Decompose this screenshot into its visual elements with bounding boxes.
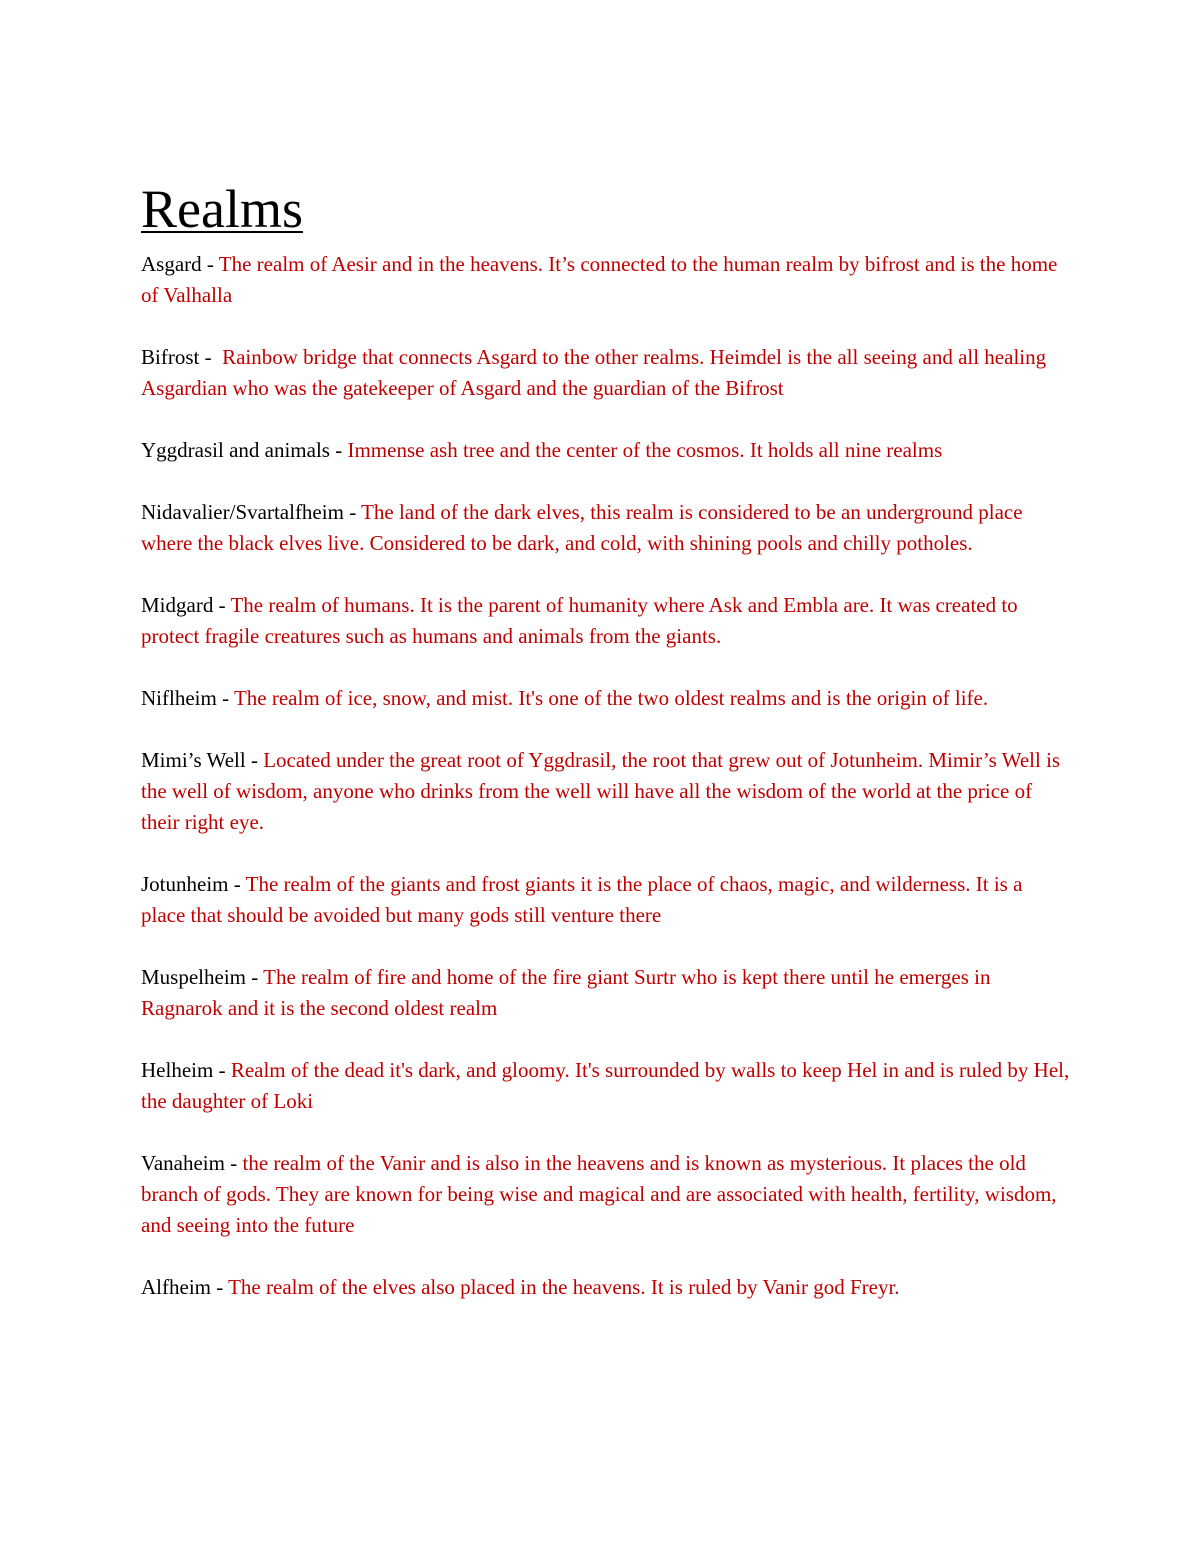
realm-term: Midgard bbox=[141, 593, 214, 617]
realm-term: Jotunheim bbox=[141, 872, 229, 896]
realm-entry-vanaheim bbox=[141, 1148, 1071, 1241]
realm-description: The realm of ice, snow, and mist. It's one of the two oldest realms and is the origin of life. bbox=[233, 686, 989, 710]
realm-term: Alfheim bbox=[141, 1275, 211, 1299]
realm-separator: - bbox=[329, 438, 348, 462]
realm-separator: - bbox=[343, 500, 362, 524]
realm-term: Vanaheim bbox=[141, 1151, 225, 1175]
realm-term: Mimi’s Well bbox=[141, 748, 246, 772]
realm-entry-mimis-well bbox=[141, 745, 1071, 838]
realm-term: Yggdrasil and animals bbox=[141, 438, 330, 462]
realm-term: Helheim bbox=[141, 1058, 214, 1082]
realm-separator: - bbox=[210, 1275, 229, 1299]
realm-separator: - bbox=[213, 593, 231, 617]
realm-separator: - bbox=[213, 1058, 231, 1082]
realm-description: Realm of the dead it's dark, and gloomy. It's surrounded by walls to keep Hel in and is ruled by Hel, the daughter of Loki bbox=[141, 1058, 1070, 1113]
realm-entry-helheim bbox=[141, 1055, 1071, 1117]
realm-separator: - bbox=[199, 345, 223, 369]
realm-term: Muspelheim bbox=[141, 965, 246, 989]
realm-separator: - bbox=[245, 748, 264, 772]
realm-entry-bifrost bbox=[141, 342, 1071, 404]
realm-term: Nidavalier/Svartalfheim bbox=[141, 500, 344, 524]
realm-description: Immense ash tree and the center of the cosmos. It holds all nine realms bbox=[347, 438, 943, 462]
realm-description: The realm of the elves also placed in the heavens. It is ruled by Vanir god Freyr. bbox=[228, 1275, 900, 1299]
realm-entry-alfheim bbox=[141, 1272, 1071, 1303]
realm-description: The realm of fire and home of the fire giant Surtr who is kept there until he emerges in Ragnarok and it is the second oldest realm bbox=[141, 965, 991, 1020]
realm-description: The land of the dark elves, this realm is considered to be an underground place where the black elves live. Considered to be dark, and cold, with shining pools and chilly potholes. bbox=[141, 500, 1023, 555]
realm-separator: - bbox=[216, 686, 234, 710]
realm-description: The realm of the giants and frost giants it is the place of chaos, magic, and wilderness. It is a place that should be avoided but many gods still venture there bbox=[141, 872, 1023, 927]
realm-entry-midgard bbox=[141, 590, 1071, 652]
realm-description: the realm of the Vanir and is also in the heavens and is known as mysterious. It places the old branch of gods. They are known for being wise and magical and are associated with health, fertility, wisdom, and seeing into the future bbox=[141, 1151, 1057, 1237]
realm-separator: - bbox=[224, 1151, 243, 1175]
realm-description: Rainbow bridge that connects Asgard to the other realms. Heimdel is the all seeing and all healing Asgardian who was the gatekeeper of Asgard and the guardian of the Bifrost bbox=[141, 345, 1047, 400]
realm-entry-jotunheim bbox=[141, 869, 1071, 931]
realm-description: Located under the great root of Yggdrasil, the root that grew out of Jotunheim. Mimir’s Well is the well of wisdom, anyone who drinks from the well will have all the wisdom of the world at the price of their right eye. bbox=[141, 748, 1061, 834]
realm-entry-niflheim bbox=[141, 683, 1071, 714]
realm-term: Bifrost bbox=[141, 345, 200, 369]
realm-entry-svartalfheim bbox=[141, 497, 1071, 559]
realm-separator: - bbox=[246, 965, 264, 989]
realm-description: The realm of humans. It is the parent of humanity where Ask and Embla are. It was created to protect fragile creatures such as humans and animals from the giants. bbox=[141, 593, 1018, 648]
realm-term: Niflheim bbox=[141, 686, 217, 710]
realm-description: The realm of Aesir and in the heavens. It’s connected to the human realm by bifrost and is the home of Valhalla bbox=[141, 252, 1058, 307]
realm-separator: - bbox=[228, 872, 246, 896]
page-title: Realms bbox=[141, 179, 303, 239]
realm-entry-asgard bbox=[141, 249, 1071, 311]
realm-separator: - bbox=[201, 252, 219, 276]
realm-term: Asgard bbox=[141, 252, 202, 276]
realm-entry-yggdrasil bbox=[141, 435, 1071, 466]
document-page bbox=[141, 178, 1071, 1334]
realm-entry-muspelheim bbox=[141, 962, 1071, 1024]
